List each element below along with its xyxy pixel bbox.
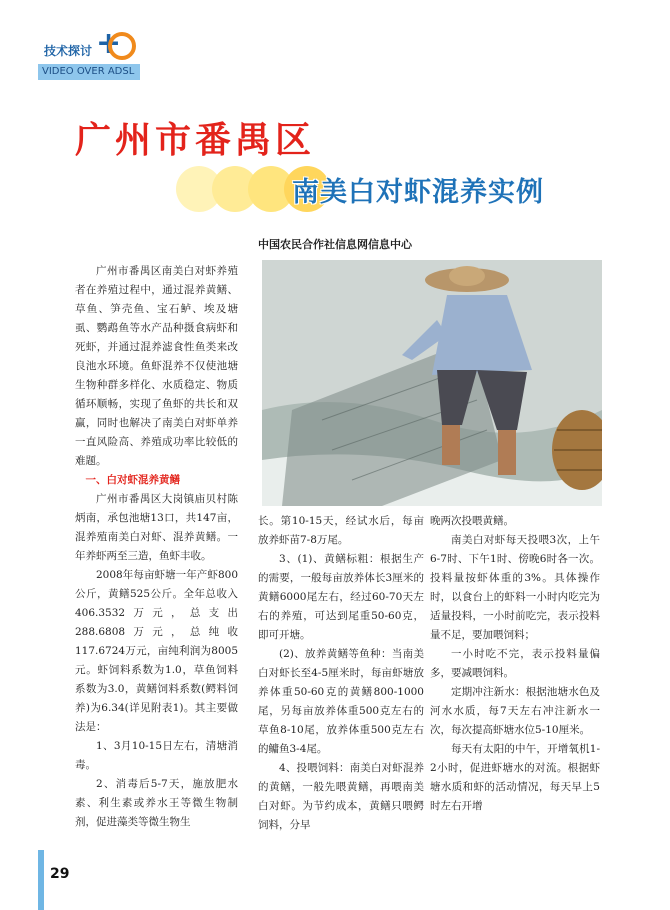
paragraph: 广州市番禺区南美白对虾养殖者在养殖过程中，通过混养黄鳝、草鱼、笋壳鱼、宝石鲈、埃及塘虱、鹦鹉鱼等水产品种摄食病虾和死虾，并通过混养滤食性鱼类来改良池水环境。鱼虾混养不仅使池塘生物种群多样化、水质稳定、物质循环顺畅，实现了鱼虾的共长和双赢，同时也解决了南美白对虾单养一直风险高、养殖成功率比较低的难题。 (75, 265, 238, 467)
plus-icon: + (96, 26, 122, 61)
paragraph: 3、(1)、黄鳝标粗：根据生产的需要，一般每亩放养体长3厘米的黄鳝6000尾左右，经过60-70天左右的养殖，可达到尾重50-60克，即可开塘。 (258, 553, 424, 641)
shrimp-harvest-photo (262, 260, 602, 506)
paragraph: 定期冲注新水：根据池塘水色及河水水质，每7天左右冲注新水一次，每次提高虾塘水位5-10厘米。 (430, 686, 600, 736)
paragraph: 2、消毒后5-7天，施放肥水素、利生素或养水王等微生物制剂，促进藻类等微生物生 (75, 778, 238, 828)
column-1 (75, 262, 238, 832)
header-bar: VIDEO OVER ADSL (38, 64, 140, 80)
paragraph: 南美白对虾每天投喂3次，上午6-7时、下午1时、傍晚6时各一次。投料量按虾体重的3%。具体操作时，以食台上的虾料一小时内吃完为适量投料，一小时前吃完，表示投料量不足，要加喂饲料； (430, 534, 600, 641)
paragraph: 4、投喂饲料：南美白对虾混养的黄鳝，一般先喂黄鳝，再喂南美白对虾。为节约成本，黄鳝只喂鳄饲料，分早 (258, 762, 424, 831)
page-number: 29 (50, 866, 70, 882)
paragraph: 晚两次投喂黄鳝。 (430, 515, 514, 527)
section-heading: 一、白对虾混养黄鳝 (85, 474, 180, 486)
page-edge-bar (38, 850, 44, 910)
paragraph: 广州市番禺区大岗镇庙贝村陈炳南，承包池塘13口，共147亩，混养殖南美白对虾、混养黄鳝。一年养虾两至三造，鱼虾丰收。 (75, 493, 238, 562)
paragraph: 长。第10-15天，经试水后，每亩放养虾苗7-8万尾。 (258, 515, 424, 546)
article-title: 广州市番禺区 (75, 119, 316, 161)
column-2 (258, 512, 424, 835)
byline: 中国农民合作社信息网信息中心 (258, 238, 412, 251)
paragraph: 每天有太阳的中午，开增氧机1-2小时，促进虾塘水的对流。根据虾塘水质和虾的活动情况，每天早上5时左右开增 (430, 743, 600, 812)
paragraph: 1、3月10-15日左右，清塘消毒。 (75, 740, 238, 771)
section-label: 技术探讨 (44, 44, 93, 58)
paragraph: (2)、放养黄鳝等鱼种：当南美白对虾长至4-5厘米时，每亩虾塘放养体重50-60克的黄鳝800-1000尾，另每亩放养体重500克左右的草鱼8-10尾，放养体重500克左右的鳙鱼3-4尾。 (258, 648, 424, 755)
paragraph: 2008年每亩虾塘一年产虾800公斤，黄鳝525公斤。全年总收入406.3532万元，总支出288.6808万元，总纯收117.6724万元，亩纯利润为8005元。虾饲料系数为1.0，草鱼饲料系数为3.0，黄鳝饲料系数(鳄料饲养)为6.34(详见附表1)。其主要做法是： (75, 569, 238, 733)
column-3 (430, 512, 600, 816)
article-subtitle: 南美白对虾混养实例 (292, 177, 544, 208)
ring-icon (108, 32, 136, 60)
paragraph: 一小时吃不完，表示投料量偏多，要减喂饲料。 (430, 648, 600, 679)
photo-illustration (262, 260, 602, 506)
